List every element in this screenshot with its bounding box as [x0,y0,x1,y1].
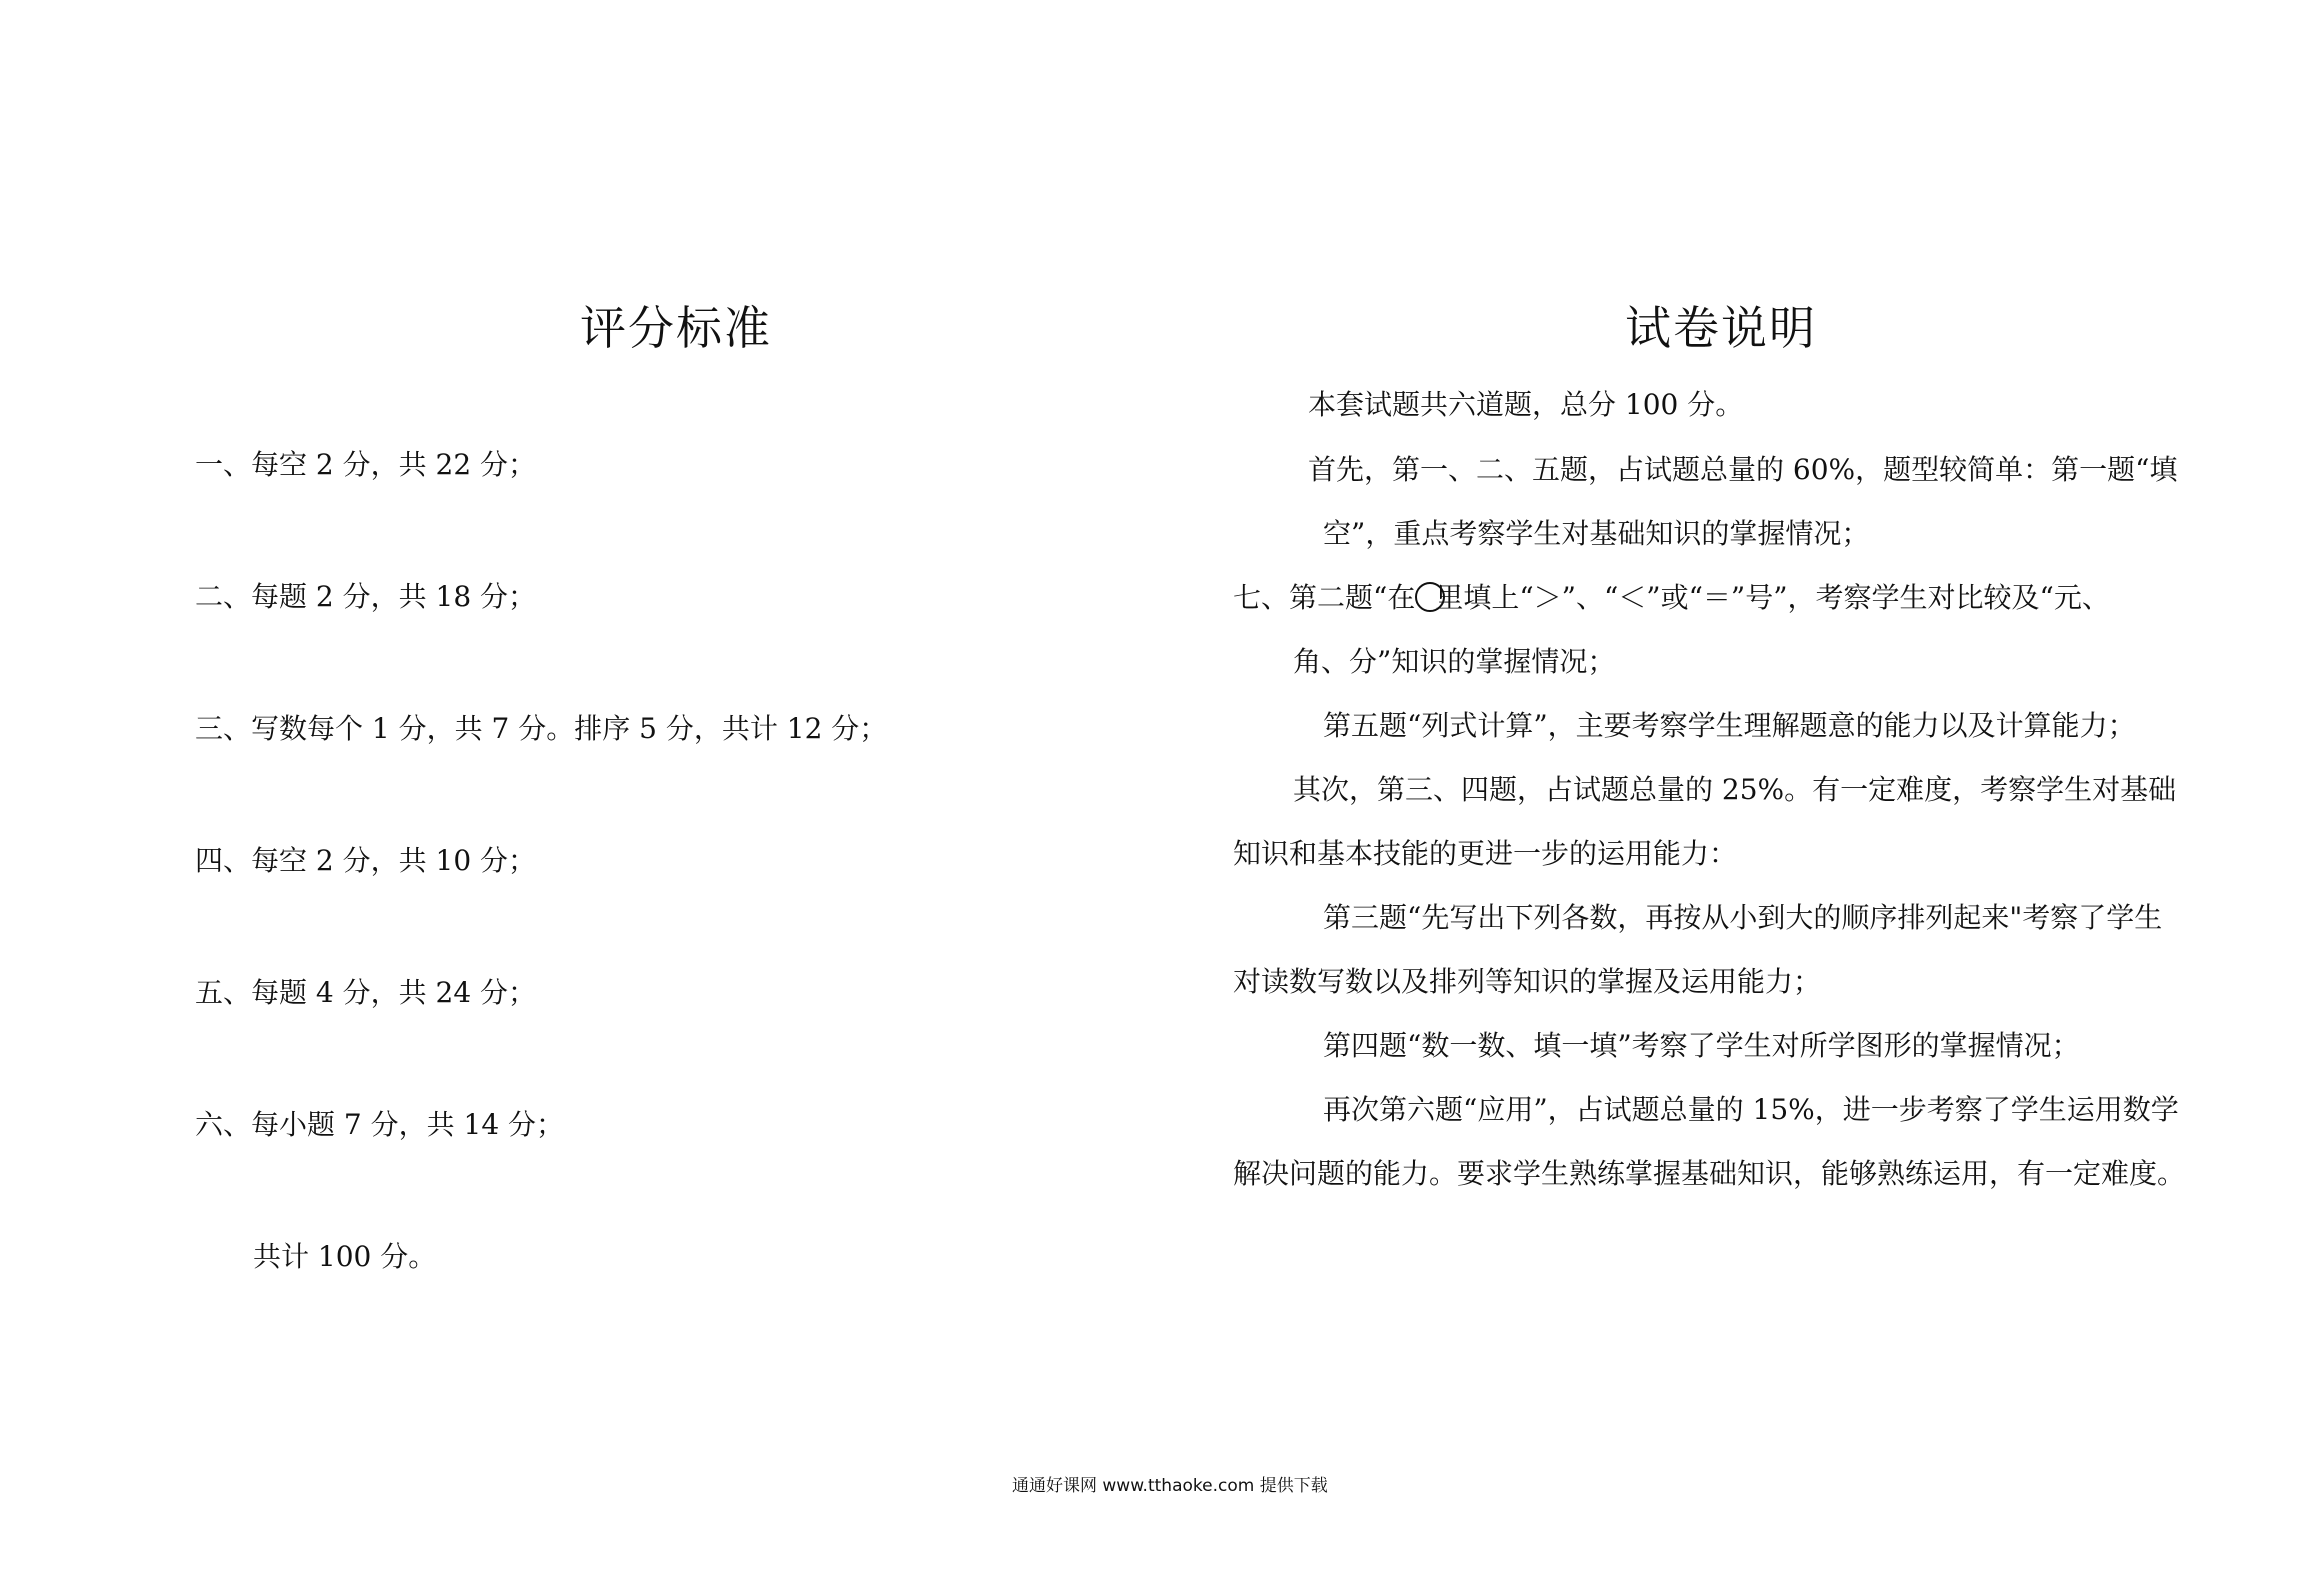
score-item-6: 六、每小题 7 分，共 14 分； [195,1108,565,1141]
description-line-13: 解决问题的能力。要求学生熟练掌握基础知识，能够熟练运用，有一定难度。 [1233,1157,2186,1190]
description-line-8: 知识和基本技能的更进一步的运用能力： [1233,837,1738,870]
score-item-2: 二、每题 2 分，共 18 分； [195,580,537,613]
scoring-criteria-title: 评分标准 [580,301,772,355]
description-line-5: 角、分”知识的掌握情况； [1293,645,1616,678]
description-line-10: 对读数写数以及排列等知识的掌握及运用能力； [1233,965,1822,998]
score-total: 共计 100 分。 [253,1240,437,1273]
description-line-11: 第四题“数一数、填一填”考察了学生对所学图形的掌握情况； [1323,1029,2080,1062]
description-line-4-end: 里填上“＞”、“＜”或“＝”号”，考察学生对比较及“元、 [1435,581,2110,614]
exam-description-title: 试卷说明 [1625,301,1817,355]
score-item-1: 一、每空 2 分，共 22 分； [195,448,537,481]
score-item-5: 五、每题 4 分，共 24 分； [195,976,537,1009]
description-line-6: 第五题“列式计算”，主要考察学生理解题意的能力以及计算能力； [1323,709,2136,742]
score-item-3: 三、写数每个 1 分，共 7 分。排序 5 分，共计 12 分； [195,712,888,745]
description-line-3: 空”，重点考察学生对基础知识的掌握情况； [1323,517,1870,550]
description-line-2: 首先，第一、二、五题，占试题总量的 60%，题型较简单：第一题“填 [1308,453,2178,486]
description-line-7: 其次，第三、四题，占试题总量的 25%。有一定难度，考察学生对基础 [1293,773,2177,806]
score-item-4: 四、每空 2 分，共 10 分； [195,844,537,877]
description-line-4 [1233,580,2110,616]
description-line-12: 再次第六题“应用”，占试题总量的 15%，进一步考察了学生运用数学 [1323,1093,2179,1126]
footer-source-text: 通通好课网 www.tthaoke.com 提供下载 [1012,1476,1328,1496]
description-line-1: 本套试题共六道题，总分 100 分。 [1308,388,1744,421]
description-line-9: 第三题“先写出下列各数，再按从小到大的顺序排列起来"考察了学生 [1323,901,2163,934]
description-line-4-start: 七、第二题“在 [1233,581,1416,614]
